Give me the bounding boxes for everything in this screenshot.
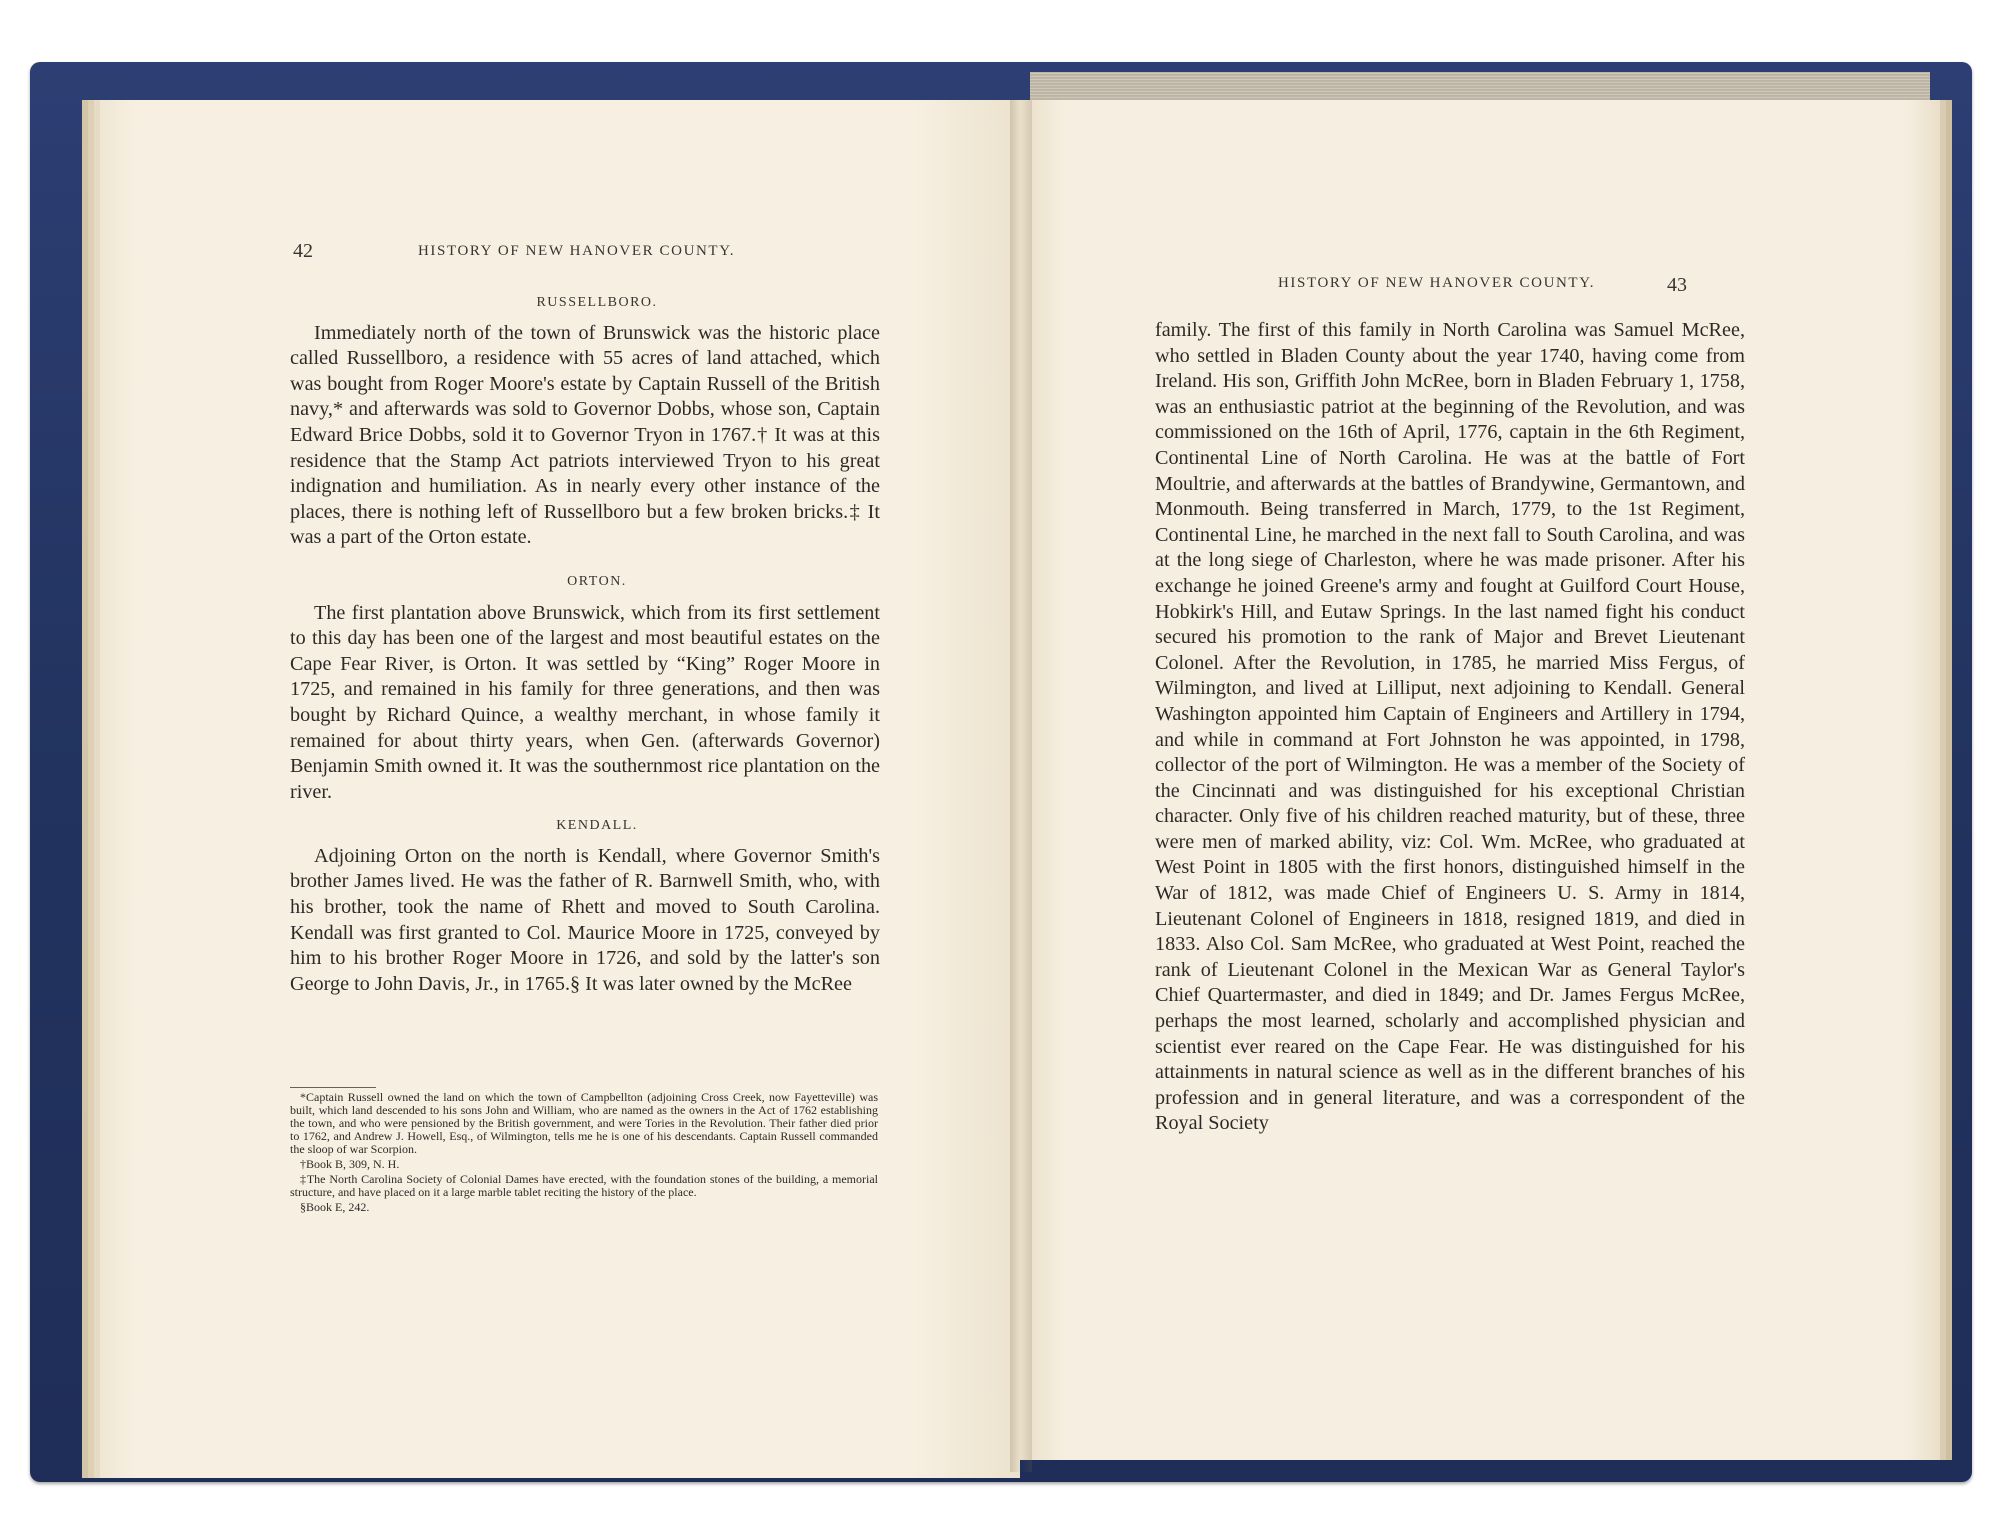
left-running-head: HISTORY OF NEW HANOVER COUNTY.: [418, 243, 736, 259]
paragraph-mcree: family. The first of this family in North Carolina was Samuel McRee, who settled in Bladen County about the year 1740, having come from Ireland. His son, Griffith John McRee, born in Bladen February 1, 1758, was an enthusiastic patriot at the beginning of the Revolution, and was commissioned on the 16th of April, 1776, captain in the 6th Regiment, Continental Line of North Carolina. He was at the battle of Fort Moultrie, and afterwards at the battles of Brandywine, Germantown, and Monmouth. Being transferred in March, 1779, to the 1st Regiment, Continental Line, he marched in the next fall to South Carolina, and was at the long siege of Charleston, where he was made prisoner. After his exchange he joined Greene's army and fought at Guilford Court House, Hobkirk's Hill, and Eutaw Springs. In the last named fight his conduct secured his promotion to the rank of Major and Brevet Lieutenant Colonel. After the Revolution, in 1785, he married Miss Fergus, of Wilmington, and lived at Lilliput, next adjoining to Kendall. General Washington appointed him Captain of Engineers and Artillery in 1794, and while in command at Fort Johnston he was appointed, in 1798, collector of the port of Wilmington. He was a member of the Society of the Cincinnati and was distinguished for his exceptional Christian character. Only five of his children reached maturity, but of these, three were men of marked ability, viz: Col. Wm. McRee, who graduated at West Point in 1805 with the first honors, distinguished himself in the War of 1812, was made Chief of Engineers U. S. Army in 1814, Lieutenant Colonel of Engineers in 1818, resigned 1819, and died in 1833. Also Col. Sam McRee, who graduated at West Point, reached the rank of Lieutenant Colonel in the Mexican War as General Taylor's Chief Quartermaster, and died in 1849; and Dr. James Fergus McRee, perhaps the most learned, scholarly and accomplished physician and scientist ever reared on the Cape Fear. He was distinguished for his attainments in natural science as well as in the different branches of his profession and in general literature, and was a correspondent of the Royal Society: [1155, 319, 1745, 1135]
paragraph-russellboro: Immediately north of the town of Brunswick was the historic place called Russellboro, a residence with 55 acres of land attached, which was bought from Roger Moore's estate by Captain Russell of the British navy,* and afterwards was sold to Governor Dobbs, whose son, Captain Edward Brice Dobbs, sold it to Governor Tryon in 1767.† It was at this residence that the Stamp Act patriots interviewed Tryon to his great indignation and humiliation. As in nearly every other instance of the places, there is nothing left of Russellboro but a few broken bricks.‡ It was a part of the Orton estate.: [290, 321, 880, 549]
section-heading-kendall: KENDALL.: [556, 818, 638, 834]
spine-fold: [1010, 100, 1032, 1472]
right-running-head: HISTORY OF NEW HANOVER COUNTY.: [1278, 275, 1596, 291]
right-page-number: 43: [1667, 274, 1687, 296]
footnote-3: ‡The North Carolina Society of Colonial Dames have erected, with the foundation stones of the building, a memorial structure, and have placed on it a large marble tablet reciting the history of the place.: [290, 1172, 878, 1199]
footnotes: [290, 1087, 878, 1216]
left-body: [290, 290, 880, 997]
footnote-1: *Captain Russell owned the land on which the town of Campbellton (adjoining Cross Creek, now Fayetteville) was built, which land descended to his sons John and William, who are named as the owners in the Act of 1762 establishing the town, and who were pensioned by the British government, and were Tories in the Revolution. Their father died prior to 1762, and Andrew J. Howell, Esq., of Wilmington, tells me he is one of his descendants. Captain Russell commanded the sloop of war Scorpion.: [290, 1090, 878, 1156]
footnote-4: §Book E, 242.: [300, 1200, 370, 1214]
paragraph-kendall: Adjoining Orton on the north is Kendall, where Governor Smith's brother James lived. He was the father of R. Barnwell Smith, who, with his brother, took the name of Rhett and moved to South Carolina. Kendall was first granted to Col. Maurice Moore in 1725, conveyed by him to his brother Roger Moore in 1726, and sold by the latter's son George to John Davis, Jr., in 1765.§ It was later owned by the McRee: [290, 844, 880, 995]
page-edges: [1030, 72, 1930, 102]
left-page-number: 42: [293, 240, 313, 262]
footnote-2: †Book B, 309, N. H.: [300, 1157, 400, 1171]
right-body: [1155, 318, 1745, 1137]
paragraph-orton: The first plantation above Brunswick, which from its first settlement to this day has been one of the largest and most beautiful estates on the Cape Fear River, is Orton. It was settled by “King” Roger Moore in 1725, and remained in his family for three generations, and then was bought by Richard Quince, a wealthy merchant, in whose family it remained for about thirty years, when Gen. (afterwards Governor) Benjamin Smith owned it. It was the southernmost rice plantation on the river.: [290, 601, 880, 803]
footnote-rule: [290, 1087, 376, 1088]
section-heading-russellboro: RUSSELLBORO.: [536, 295, 658, 310]
section-heading-orton: ORTON.: [567, 573, 627, 589]
